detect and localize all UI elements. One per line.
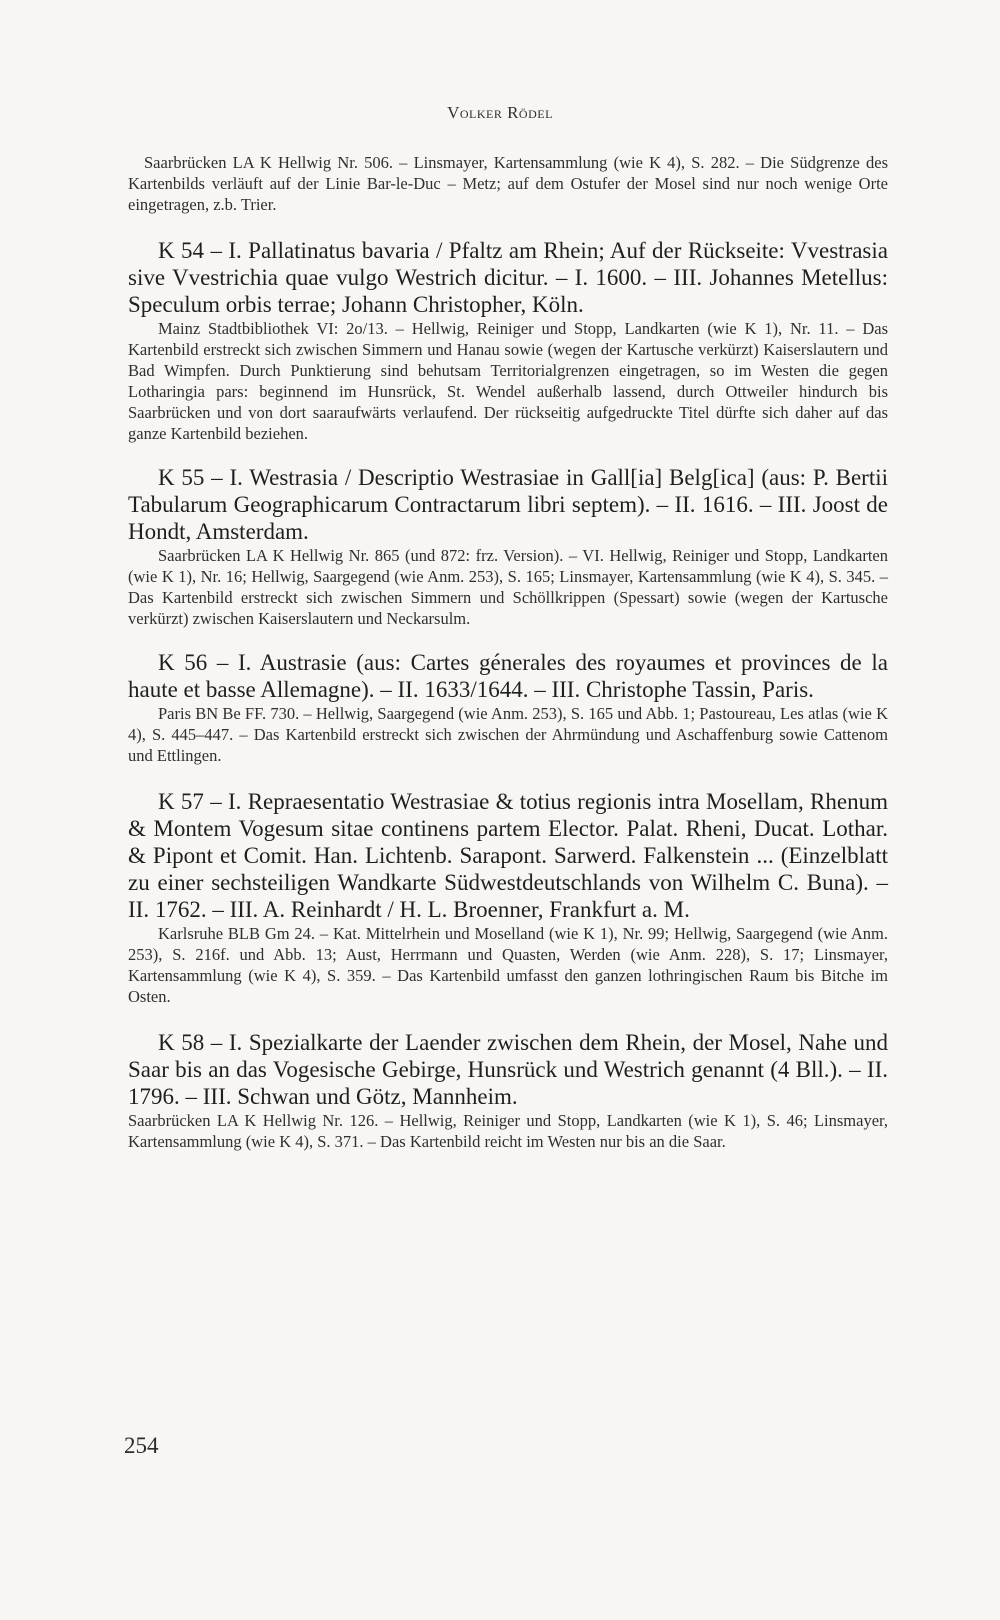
intro-note: Saarbrücken LA K Hellwig Nr. 506. – Linsmayer, Kartensammlung (wie K 4), S. 282. – Die Südgrenze des Kartenbilds verläuft auf der Linie Bar-le-Duc – Metz; auf dem Ostufer der Mosel sind nur noch wenige Orte eingetragen, z.b. Trier. — [128, 153, 888, 214]
entry-note: Saarbrücken LA K Hellwig Nr. 865 (und 872: frz. Version). – VI. Hellwig, Reiniger und Stopp, Landkarten (wie K 1), Nr. 16; Hellwig, Saargegend (wie Anm. 253), S. 165; Linsmayer, Kartensammlung (wie K 4), S. 345. – Das Kartenbild erstreckt sich zwischen Simmern und Schöllkrippen (Spessart) sowie (wegen der Kartusche verkürzt) zwischen Kaiserslautern und Neckarsulm. — [128, 546, 888, 628]
entry-note: Mainz Stadtbibliothek VI: 2o/13. – Hellwig, Reiniger und Stopp, Landkarten (wie K 1), Nr. 11. – Das Kartenbild erstreckt sich zwischen Simmern und Hanau sowie (wegen der Kartusche verkürzt) Kaiserslautern und Bad Wimpfen. Durch Punktierung sind behutsam Territorialgrenzen eingetragen, so im Westen die gegen Lotharingia pars: beginnend im Hunsrück, St. Wendel außerhalb lassend, durch Ottweiler hindurch bis Saarbrücken und von dort saaraufwärts verlaufend. Der rückseitig aufgedruckte Titel dürfte sich daher auf das ganze Kartenbild beziehen. — [128, 319, 888, 443]
main-text — [128, 152, 888, 1152]
entry-note: Saarbrücken LA K Hellwig Nr. 126. – Hellwig, Reiniger und Stopp, Landkarten (wie K 1), S. 46; Linsmayer, Kartensammlung (wie K 4), S. 371. – Das Kartenbild reicht im Westen nur bis an die Saar. — [128, 1111, 888, 1151]
entry-k56 — [128, 649, 888, 766]
entry-title: K 54 – I. Pallatinatus bavaria / Pfaltz am Rhein; Auf der Rückseite: Vvestrasia sive Vvestrichia quae vulgo Westrich dicitur. – I. 1600. – III. Johannes Metellus: Speculum orbis terrae; Johann Christopher, Köln. — [128, 238, 888, 317]
entry-k55 — [128, 464, 888, 629]
entry-k54 — [128, 237, 888, 444]
entry-title: K 55 – I. Westrasia / Descriptio Westrasiae in Gall[ia] Belg[ica] (aus: P. Bertii Tabularum Geographicarum Contractarum libri septem). – II. 1616. – III. Joost de Hondt, Amsterdam. — [128, 465, 888, 544]
entry-title: K 56 – I. Austrasie (aus: Cartes génerales des royaumes et provinces de la haute et basse Allemagne). – II. 1633/1644. – III. Christophe Tassin, Paris. — [128, 650, 888, 702]
entry-k57 — [128, 788, 888, 1007]
page-number: 254 — [124, 1433, 159, 1458]
entry-note: Paris BN Be FF. 730. – Hellwig, Saargegend (wie Anm. 253), S. 165 und Abb. 1; Pastoureau, Les atlas (wie K 4), S. 445–447. – Das Kartenbild erstreckt sich zwischen der Ahrmündung und Aschaffenburg sowie Cattenom und Ettlingen. — [128, 704, 888, 765]
entry-note: Karlsruhe BLB Gm 24. – Kat. Mittelrhein und Moselland (wie K 1), Nr. 99; Hellwig, Saargegend (wie Anm. 253), S. 216f. und Abb. 13; Aust, Herrmann und Quasten, Werden (wie Anm. 228), S. 17; Linsmayer, Kartensammlung (wie K 4), S. 359. – Das Kartenbild umfasst den ganzen lothringischen Raum bis Bitche im Osten. — [128, 924, 888, 1006]
entry-title: K 57 – I. Repraesentatio Westrasiae & totius regionis intra Mosellam, Rhenum & Montem Vogesum sitae continens partem Elector. Palat. Rheni, Ducat. Lothar. & Pipont et Comit. Han. Lichtenb. Sarapont. Sarwerd. Falkenstein ... (Einzelblatt zu einer sechsteiligen Wandkarte Südwestdeutschlands von Wilhelm C. Buna). – II. 1762. – III. A. Reinhardt / H. L. Broenner, Frankfurt a. M. — [128, 789, 888, 922]
entry-title: K 58 – I. Spezialkarte der Laender zwischen dem Rhein, der Mosel, Nahe und Saar bis an das Vogesische Gebirge, Hunsrück und Westrich genannt (4 Bll.). – II. 1796. – III. Schwan und Götz, Mannheim. — [128, 1030, 888, 1109]
running-head: Volker Rödel — [447, 103, 553, 122]
entry-k58 — [128, 1029, 888, 1152]
